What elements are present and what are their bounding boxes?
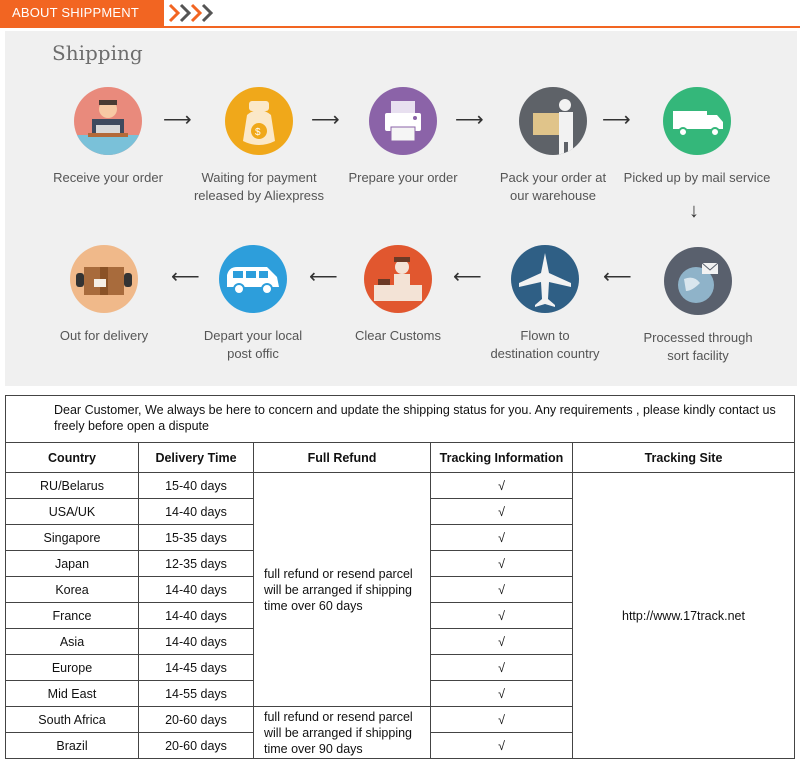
country-cell: Asia (6, 629, 139, 655)
step-label: Waiting for payment released by Aliexpress (193, 170, 325, 203)
header-rule (0, 26, 800, 28)
header-full-refund: Full Refund (254, 443, 431, 473)
time-cell: 20-60 days (139, 733, 254, 759)
country-cell: South Africa (6, 707, 139, 733)
time-cell: 15-35 days (139, 525, 254, 551)
country-cell: Europe (6, 655, 139, 681)
country-cell: USA/UK (6, 499, 139, 525)
arrow-left-icon: ⟵ (453, 266, 482, 288)
tracking-site-cell: http://www.17track.net (573, 473, 795, 759)
step-label: Clear Customs (355, 328, 441, 343)
svg-text:$: $ (255, 127, 261, 138)
arrow-right-icon: ⟶ (455, 109, 484, 131)
step-label: Prepare your order (348, 170, 458, 185)
section-header (0, 0, 800, 30)
country-cell: Korea (6, 577, 139, 603)
tracking-check: √ (431, 551, 573, 577)
time-cell: 14-40 days (139, 577, 254, 603)
tracking-check: √ (431, 577, 573, 603)
arrow-right-icon: ⟶ (602, 109, 631, 131)
printer-icon (369, 87, 437, 155)
header-tracking-info: Tracking Information (431, 443, 573, 473)
tracking-check: √ (431, 499, 573, 525)
arrow-right-icon: ⟶ (311, 109, 340, 131)
step-out-for-delivery (29, 245, 179, 345)
time-cell: 15-40 days (139, 473, 254, 499)
arrow-down-icon: ↓ (689, 200, 699, 222)
tracking-check: √ (431, 525, 573, 551)
arrow-right-icon: ⟶ (163, 109, 192, 131)
truck-icon (663, 87, 731, 155)
step-prepare-order (328, 87, 478, 187)
tracking-check: √ (431, 629, 573, 655)
box-icon (519, 87, 587, 155)
time-cell: 12-35 days (139, 551, 254, 577)
header-country: Country (6, 443, 139, 473)
arrow-left-icon: ⟵ (171, 266, 200, 288)
refund-90-cell: full refund or resend parcel will be arranged if shipping time over 90 days (254, 707, 431, 759)
step-pack-order (478, 87, 628, 205)
time-cell: 14-40 days (139, 603, 254, 629)
arrow-left-icon: ⟵ (309, 266, 338, 288)
country-cell: Brazil (6, 733, 139, 759)
step-picked-up (622, 87, 772, 187)
shipping-panel (5, 31, 797, 386)
country-cell: France (6, 603, 139, 629)
panel-title: Shipping (52, 41, 143, 65)
header-delivery-time: Delivery Time (139, 443, 254, 473)
time-cell: 14-40 days (139, 499, 254, 525)
money-bag-icon (225, 87, 293, 155)
van-icon (219, 245, 287, 313)
tracking-check: √ (431, 733, 573, 759)
time-cell: 14-55 days (139, 681, 254, 707)
step-receive-order (33, 87, 183, 187)
header-tracking-site: Tracking Site (573, 443, 795, 473)
country-cell: Japan (6, 551, 139, 577)
tracking-check: √ (431, 473, 573, 499)
step-depart-post-office (178, 245, 328, 363)
step-label: Pack your order at our warehouse (499, 170, 607, 203)
tab-notch (152, 0, 164, 26)
section-tab: ABOUT SHIPPMENT (0, 0, 164, 26)
customs-officer-icon (364, 245, 432, 313)
country-cell: RU/Belarus (6, 473, 139, 499)
person-laptop-icon (74, 87, 142, 155)
step-sort-facility (623, 247, 773, 365)
step-label: Out for delivery (59, 328, 149, 343)
globe-icon (664, 247, 732, 315)
time-cell: 14-40 days (139, 629, 254, 655)
arrow-left-icon: ⟵ (603, 266, 632, 288)
shipping-table (5, 395, 795, 759)
country-cell: Mid East (6, 681, 139, 707)
step-label: Receive your order (53, 170, 163, 185)
country-cell: Singapore (6, 525, 139, 551)
step-label: Processed through sort facility (643, 330, 753, 363)
chevrons-icon (166, 1, 214, 25)
tracking-check: √ (431, 707, 573, 733)
parcel-icon (70, 245, 138, 313)
step-waiting-payment (184, 87, 334, 205)
tracking-check: √ (431, 655, 573, 681)
time-cell: 20-60 days (139, 707, 254, 733)
table-row (6, 473, 795, 499)
step-label: Picked up by mail service (623, 170, 771, 185)
step-label: Depart your local post offic (203, 328, 303, 361)
refund-60-cell: full refund or resend parcel will be arranged if shipping time over 60 days (254, 473, 431, 707)
customer-notice: Dear Customer, We always be here to concern and update the shipping status for you. Any requirements , please kindly contact us freely before open a dispute (6, 396, 795, 443)
tracking-check: √ (431, 681, 573, 707)
time-cell: 14-45 days (139, 655, 254, 681)
airplane-icon (511, 245, 579, 313)
step-clear-customs (323, 245, 473, 345)
tracking-check: √ (431, 603, 573, 629)
step-label: Flown to destination country (490, 328, 600, 361)
step-flown (470, 245, 620, 363)
